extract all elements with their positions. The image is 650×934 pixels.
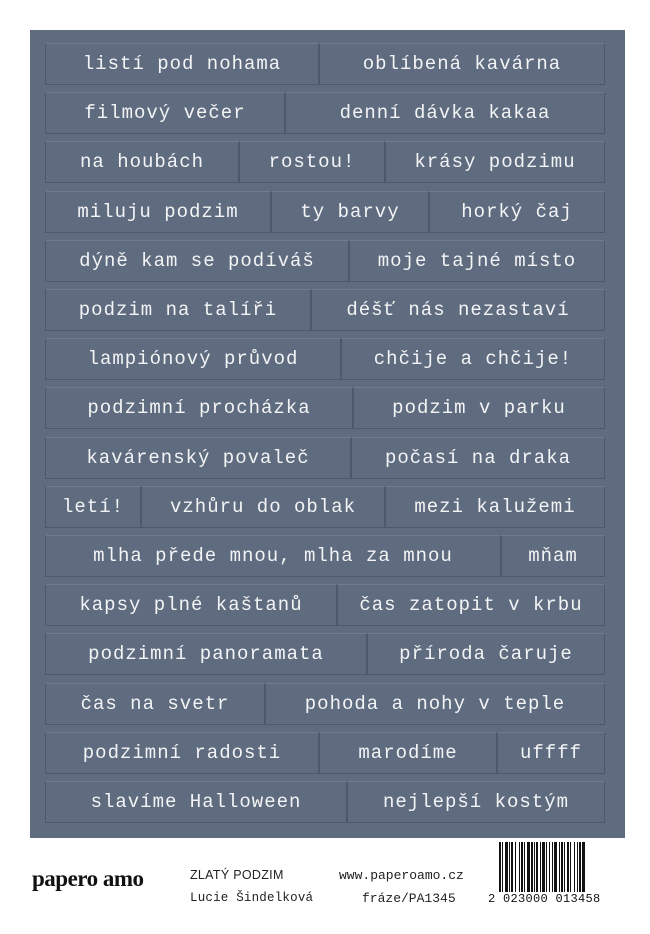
phrase-sticker: vzhůru do oblak xyxy=(141,486,385,528)
phrase-sticker: dýně kam se podíváš xyxy=(45,240,349,282)
phrase-sticker: podzimní panoramata xyxy=(45,633,367,675)
phrase-sticker: denní dávka kakaa xyxy=(285,92,605,134)
sticker-row xyxy=(45,240,605,282)
phrase-sticker: příroda čaruje xyxy=(367,633,605,675)
phrase-sticker: horký čaj xyxy=(429,191,605,233)
phrase-sticker: nejlepší kostým xyxy=(347,781,605,823)
phrase-sticker: mezi kalužemi xyxy=(385,486,605,528)
author-name: Lucie Šindelková xyxy=(190,891,314,905)
footer xyxy=(0,838,650,934)
sticker-row xyxy=(45,535,605,577)
sticker-row xyxy=(45,486,605,528)
sticker-row xyxy=(45,732,605,774)
phrase-sticker: moje tajné místo xyxy=(349,240,605,282)
phrase-sticker: podzimní radosti xyxy=(45,732,319,774)
phrase-sticker: miluju podzim xyxy=(45,191,271,233)
phrase-sticker: na houbách xyxy=(45,141,239,183)
phrase-sticker: podzim na talíři xyxy=(45,289,311,331)
sticker-row xyxy=(45,289,605,331)
phrase-sticker: krásy podzimu xyxy=(385,141,605,183)
phrase-sticker: déšť nás nezastaví xyxy=(311,289,605,331)
barcode-digits: 2 023000 013458 xyxy=(488,892,601,906)
phrase-sticker: marodíme xyxy=(319,732,497,774)
sticker-row xyxy=(45,43,605,85)
phrase-sticker: chčije a chčije! xyxy=(341,338,605,380)
sticker-sheet xyxy=(30,30,625,838)
phrase-sticker: podzim v parku xyxy=(353,387,605,429)
phrase-sticker: ty barvy xyxy=(271,191,429,233)
phrase-sticker: oblíbená kavárna xyxy=(319,43,605,85)
sticker-row xyxy=(45,633,605,675)
phrase-sticker: filmový večer xyxy=(45,92,285,134)
barcode-icon xyxy=(499,842,617,896)
sticker-row xyxy=(45,387,605,429)
phrase-sticker: počasí na draka xyxy=(351,437,605,479)
series-title: ZLATÝ PODZIM xyxy=(190,868,284,882)
phrase-sticker: čas zatopit v krbu xyxy=(337,584,605,626)
phrase-sticker: pohoda a nohy v teple xyxy=(265,683,605,725)
sticker-row xyxy=(45,191,605,233)
sticker-row xyxy=(45,338,605,380)
phrase-sticker: slavíme Halloween xyxy=(45,781,347,823)
phrase-sticker: rostou! xyxy=(239,141,385,183)
website-url: www.paperoamo.cz xyxy=(339,868,464,883)
sticker-row xyxy=(45,92,605,134)
phrase-sticker: lampiónový průvod xyxy=(45,338,341,380)
phrase-sticker: mňam xyxy=(501,535,605,577)
sticker-row xyxy=(45,781,605,823)
phrase-sticker: kavárenský povaleč xyxy=(45,437,351,479)
sticker-row xyxy=(45,141,605,183)
phrase-sticker: uffff xyxy=(497,732,605,774)
phrase-sticker: letí! xyxy=(45,486,141,528)
product-code: fráze/PA1345 xyxy=(362,891,456,906)
phrase-sticker: kapsy plné kaštanů xyxy=(45,584,337,626)
sticker-row xyxy=(45,584,605,626)
phrase-sticker: mlha přede mnou, mlha za mnou xyxy=(45,535,501,577)
phrase-sticker: čas na svetr xyxy=(45,683,265,725)
brand-logo: papero amo xyxy=(32,866,144,891)
sticker-row xyxy=(45,683,605,725)
sticker-row xyxy=(45,437,605,479)
phrase-sticker: podzimní procházka xyxy=(45,387,353,429)
phrase-sticker: listí pod nohama xyxy=(45,43,319,85)
